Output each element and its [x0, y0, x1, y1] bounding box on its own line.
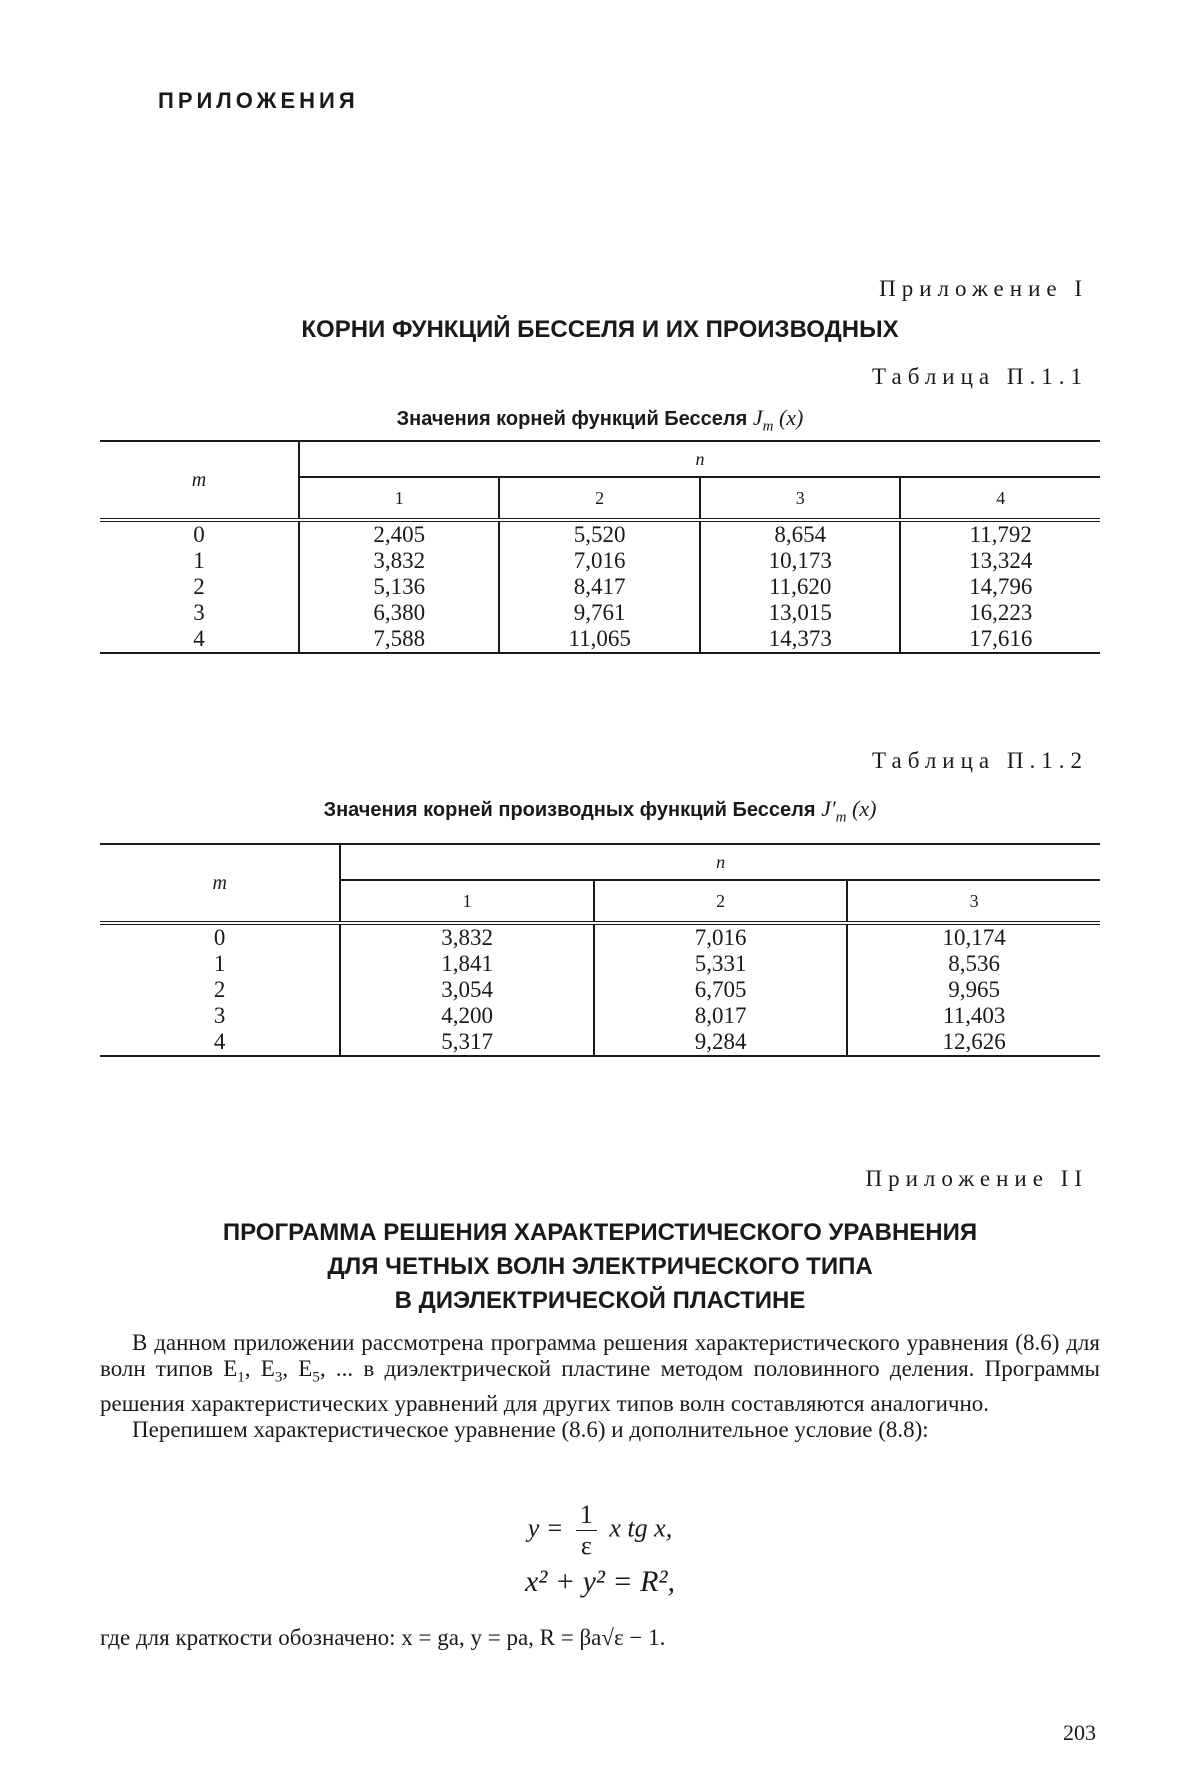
appendix-2-text: [100, 1330, 1100, 1443]
table-1-col-3: 3: [700, 477, 901, 520]
table-2-column-n2: 7,016 5,331 6,705 8,017 9,284: [594, 923, 848, 1056]
notation-line: где для краткости обозначено: x = ga, y = pa, R = βa√ε − 1.: [100, 1625, 666, 1650]
table-1-col-2: 2: [499, 477, 700, 520]
table-2-caption: [100, 796, 1100, 826]
table-1-m-values: 0 1 2 3 4: [193, 522, 205, 651]
appendix-2-title-line: ДЛЯ ЧЕТНЫХ ВОЛН ЭЛЕКТРИЧЕСКОГО ТИПА: [327, 1253, 873, 1280]
page-number: 203: [1063, 1720, 1096, 1745]
table-2-col-3: 3: [847, 880, 1100, 923]
table-1-caption-text: Значения корней функций Бесселя: [396, 408, 748, 430]
appendix-2-label: Приложение II: [865, 1166, 1088, 1191]
table-bessel-derivative-roots: [100, 843, 1100, 1057]
table-2-m-header: m: [100, 844, 340, 923]
table-1-column-n3: 8,654 10,173 11,620 13,015 14,373: [700, 520, 901, 653]
table-2-body: [100, 923, 1100, 1056]
running-head: ПРИЛОЖЕНИЯ: [158, 88, 359, 113]
table-1-caption-function: $J_m$ (x): [752, 405, 804, 435]
appendix-2-title-line: ПРОГРАММА РЕШЕНИЯ ХАРАКТЕРИСТИЧЕСКОГО УРАВНЕНИЯ: [222, 1219, 978, 1246]
appendix-1-label: Приложение I: [879, 276, 1088, 301]
formula-additional-condition: x² + y² = R²,: [525, 1565, 675, 1598]
table-2-caption-function: $J'_m$ (x): [821, 796, 877, 826]
table-1-n-header: n: [299, 441, 1100, 477]
table-1-col-1: 1: [299, 477, 499, 520]
table-1-body: [100, 520, 1100, 653]
paragraph-intro: В данном приложении рассмотрена программа решения характеристического уравнения (8.6) для волн типов $E_1$, $E_3$, $E_5$, ... в диэлектрической пластине методом половинного деления. Программы решения характеристических уравнений для других типов волн составляются аналогично.: [100, 1330, 1100, 1416]
table-1-caption: [100, 405, 1100, 435]
table-bessel-roots: [100, 440, 1100, 654]
table-2-m-values: 0 1 2 3 4: [213, 925, 226, 1054]
table-1-column-n4: 11,792 13,324 14,796 16,223 17,616: [900, 520, 1100, 653]
table-1-column-n2: 5,520 7,016 8,417 9,761 11,065: [499, 520, 700, 653]
table-2-col-2: 2: [594, 880, 848, 923]
formula-characteristic-equation: y = $\frac{1}{\varepsilon}$ x tg x,: [527, 1500, 673, 1560]
appendix-2-title-line: В ДИЭЛЕКТРИЧЕСКОЙ ПЛАСТИНЕ: [394, 1287, 806, 1314]
table-2-column-n3: 10,174 8,536 9,965 11,403 12,626: [847, 923, 1100, 1056]
table-1-label: Таблица П.1.1: [872, 364, 1088, 389]
appendix-2-title: [100, 1216, 1100, 1318]
table-2-caption-text: Значения корней производных функций Бесселя: [323, 799, 816, 821]
paragraph-rewrite: Перепишем характеристическое уравнение (8.6) и дополнительное условие (8.8):: [132, 1416, 929, 1442]
table-2-label: Таблица П.1.2: [872, 748, 1088, 773]
table-2-n-header: n: [340, 844, 1100, 880]
table-1-m-header: m: [100, 441, 299, 520]
table-1-col-4: 4: [900, 477, 1100, 520]
formula-fraction: $\frac{1}{\varepsilon}$: [576, 1500, 597, 1561]
table-2-col-1: 1: [340, 880, 594, 923]
appendix-1-title: КОРНИ ФУНКЦИЙ БЕССЕЛЯ И ИХ ПРОИЗВОДНЫХ: [301, 316, 899, 343]
table-2-column-n1: 3,832 1,841 3,054 4,200 5,317: [340, 923, 594, 1056]
table-1-column-n1: 2,405 3,832 5,136 6,380 7,588: [299, 520, 499, 653]
